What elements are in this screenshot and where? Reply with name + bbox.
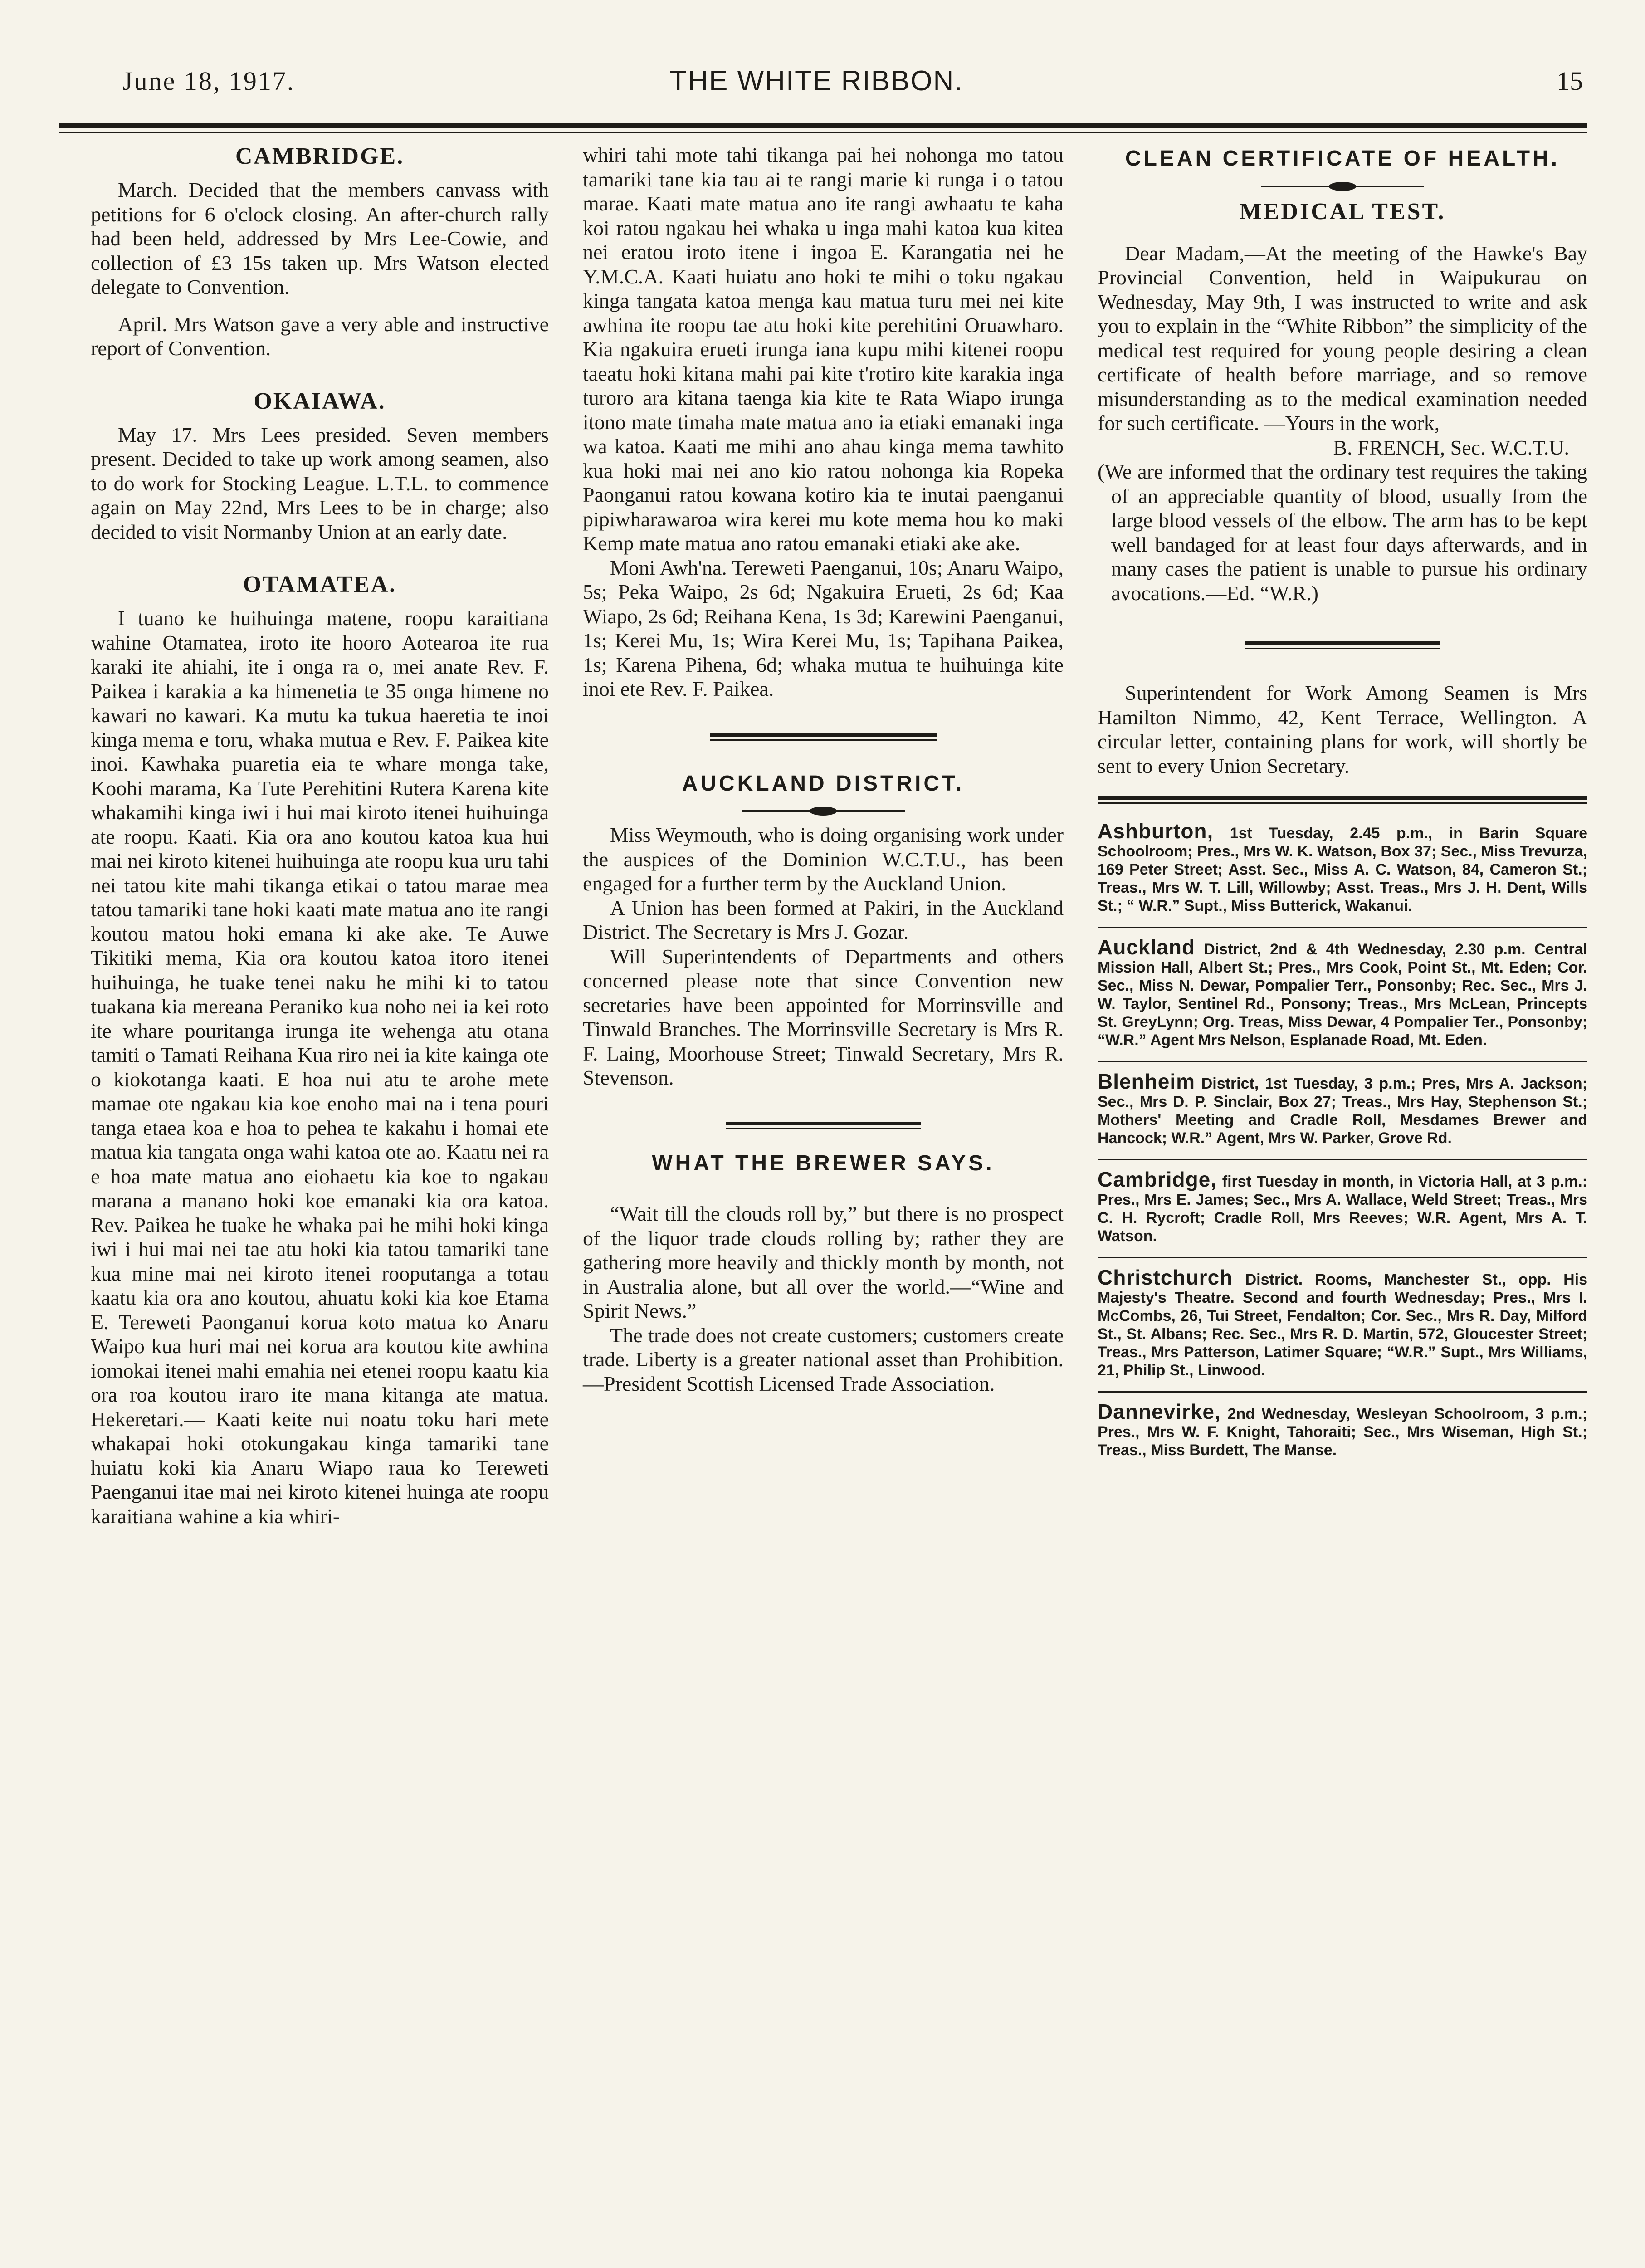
page-number: 15 [1557, 66, 1583, 96]
directory-entry-text: first Tuesday in month, in Victoria Hall, at 3 p.m.: Pres., Mrs E. James; Sec., Mrs A. Wallace, Weld Street; Treas., Mrs C. H. Rycroft; Cradle Roll, Mrs Reeves; W.R. Agent, Mrs A. T. Watson. [1098, 1173, 1587, 1245]
okaiawa-title: OKAIAWA. [254, 388, 386, 414]
directory-entry [1098, 935, 1588, 1049]
page-header [50, 66, 1583, 107]
brewer-title: WHAT THE BREWER SAYS. [652, 1151, 995, 1175]
directory-entry-text: 1st Tuesday, 2.45 p.m., in Barin Square Schoolroom; Pres., Mrs W. K. Watson, Box 37; Sec., Miss Trevurza, 169 Peter Street; Asst. Sec., Miss A. C. Watson, 84, Cameron St.; Treas., Mrs W. T. Lill, Willowby; Asst. Treas., Mrs J. H. Dent, Wills St.; “ W.R.” Supt., Miss Butterick, Wakanui. [1098, 825, 1588, 915]
cambridge-para: March. Decided that the members canvass with petitions for 6 o'clock closing. An after-church rally had been held, addressed by Mrs Lee-Cowie, and collection of £3 15s taken up. Mrs Watson elected delegate to Convention. [91, 178, 549, 298]
directory-entry [1098, 1072, 1587, 1147]
ornament-rule [742, 810, 905, 812]
okaiawa-para: May 17. Mrs Lees presided. Seven members present. Decided to take up work among seamen, also to do work for Stocking League. L.T.L. to commence again on May 22nd, Mrs Lees to be in charge; also decided to visit Normanby Union at an early date. [91, 423, 549, 543]
directory-divider [1098, 1257, 1587, 1258]
header-rule-thin [59, 132, 1587, 133]
medical-test-title: MEDICAL TEST. [1239, 198, 1446, 225]
seamen-notice: Superintendent for Work Among Seamen is Mrs Hamilton Nimmo, 42, Kent Terrace, Wellington. A circular letter, containing plans for work, will shortly be sent to every Union Secretary. [1098, 681, 1587, 777]
directory-entry-name: Blenheim [1098, 1070, 1196, 1094]
editor-note: (We are informed that the ordinary test requires the taking of an appreciable quantity of blood, usually from the large blood vessels of the elbow. The arm has to be kept well bandaged for at least four days afterwards, and in many cases the patient is unable to pursue his ordinary avocations.—Ed. “W.R.) [1098, 460, 1587, 605]
column-3 [1098, 143, 1587, 1459]
cambridge-para: April. Mrs Watson gave a very able and instructive report of Convention. [91, 312, 549, 360]
publication-title: THE WHITE RIBBON. [669, 65, 963, 97]
directory-entry-name: Auckland [1098, 935, 1196, 959]
directory-rule [1098, 796, 1587, 804]
otamatea-title: OTAMATEA. [243, 572, 397, 597]
brewer-para: The trade does not create customers; customers create trade. Liberty is a greater national asset than Prohibition.—President Scottish Licensed Trade Association. [583, 1323, 1064, 1395]
otamatea-para: I tuano ke huihuinga matene, roopu karaitiana wahine Otamatea, iroto ite hooro Aotearoa ite rua karaki ite ahiahi, ite i onga ra o, mei anate Rev. F. Paikea i karakia a ka himenetia te 35 onga himene no kawari no kawari. Ka mutu ka tukua haeretia te inoi kinga mema e toru, whaka mutua e Rev. F. Paikea kite inoi. Kawhaka puaretia eia te whare monga take, Koohi marama, Ka Tute Perehitini Rutera Karena kite whakamihi kinga iwi i hui mai kiroto itenei huihuinga ate roopu. Kaati. Kia ora ano koutou katoa kua hui mai nei kiroto kitenei huihuinga ate roopu kua uru tahi nei tatou kite mahi tikanga etikai o tatou marae mea tatou tamariki tane hoki kaati mate matua ano ite rangi koutou matou hoki emana ki ake ake. Te Auwe Tikitiki mema, Kia ora koutou katoa itoro itenei huihuinga, he tuake tenei naku he mihi ki to tatou tuakana kia mereana Peraniko kua noho nei ia kei roto ite whare pouritanga irunga ite wehenga atu otana tamiti o Tamati Reihana Kua riro nei ia kite kainga ote o kiokotanga kaati. E hoa nui atu te arohe mete mamae ote ngakau kia koe enoho mai na i tena pouri tanga etaea koa e hoa to pehea te kakahu i homai ete matua kia tangata onga wahi katoa ote ao. Kaatu nei ra e hoa mate matua ano eiohaetu kia koe to ngakau marana a manano hoki koe emanaki kia ora katoa. Rev. Paikea he tuake he whaka pai he mihi hoki kinga iwi i hui mai nei tae atu hoki kia tatou tamariki tane kua mine mai nei kiroto itenei rooputanga a totau kaatu kia ora ano koutou, ahuatu koki kia koe Etama E. Tereweti Paonganui korua koto matua ko Anaru Waipo kua huri mai nei korua ara koutou kite awhina iomokai itenei mahi emahia nei etenei roopu kaatu kia ora roa koutou iraro ite mana kitanga ate matua. Hekeretari.— Kaati keite nui noatu toku hari mete whakapai hoki otokungakau kinga tamariki tane huiatu koki kia Anaru Wiapo raua ko Tereweti Paenganui itae mai nei kiroto kitenei huinga ate roopu karaitiana wahine a kia whiri- [91, 606, 549, 1528]
letter-signature: B. FRENCH, Sec. W.C.T.U. [1333, 435, 1569, 459]
clean-certificate-title: CLEAN CERTIFICATE OF HEALTH. [1125, 147, 1560, 171]
directory-entry-text: District, 1st Tuesday, 3 p.m.; Pres, Mrs A. Jackson; Sec., Mrs D. P. Sinclair, Box 27; Treas., Mrs Hay, Stephenson St.; Mothers' Meeting and Cradle Roll, Mesdames Brewer and Hancock; W.R.” Agent, Mrs W. Parker, Grove Rd. [1098, 1075, 1587, 1147]
directory-entry [1098, 1400, 1587, 1459]
issue-date: June 18, 1917. [122, 66, 295, 96]
directory-entry-text: District. Rooms, Manchester St., opp. His Majesty's Theatre. Second and fourth Wednesday; Pres., Mrs I. McCombs, 26, Tui Street, Fendalton; Cor. Sec., Mrs R. Day, Milford St., St. Albans; Rec. Sec., Mrs R. D. Martin, 572, Gloucester Street; Treas., Mrs Patterson, Latimer Square; “W.R.” Supt., Mrs Williams, 21, Philip St., Linwood. [1098, 1271, 1587, 1379]
auckland-para: Miss Weymouth, who is doing organising work under the auspices of the Dominion W.C.T.U., has been engaged for a further term by the Auckland Union. [583, 823, 1064, 895]
brewer-para: “Wait till the clouds roll by,” but there is no prospect of the liquor trade clouds rolling by; rather they are gathering more heavily and thickly month by month, not in Australia alone, but all over the world.—“Wine and Spirit News.” [583, 1202, 1064, 1323]
letter-body: Dear Madam,—At the meeting of the Hawke's Bay Provincial Convention, held in Waipukurau on Wednesday, May 9th, I was instructed to write and ask you to explain in the “White Ribbon” the simplicity of the medical test required for young people desiring a clean certificate of health before marriage, and so remove misunderstanding as to the medical examination needed for such certificate. —Yours in the work, [1098, 241, 1587, 435]
column-1 [91, 143, 549, 1528]
moni-list: Moni Awh'na. Tereweti Paenganui, 10s; Anaru Waipo, 5s; Peka Waipo, 2s 6d; Ngakuira Erueti, 2s 6d; Kaa Wiapo, 2s 6d; Reihana Kena, 1s 3d; Karewini Paenganui, 1s; Kerei Mu, 1s; Wira Kerei Mu, 1s; Tapihana Paikea, 1s; Karena Pihena, 6d; whaka mutua te huihuinga kite inoi ete Rev. F. Paikea. [583, 556, 1064, 700]
section-divider [710, 733, 937, 741]
directory-entry-name: Cambridge, [1098, 1168, 1217, 1192]
section-divider [726, 1122, 921, 1129]
directory-entry-name: Ashburton, [1098, 819, 1214, 843]
directory-divider [1098, 1159, 1587, 1160]
directory-entry [1098, 1268, 1587, 1379]
directory-entry [1098, 819, 1588, 915]
auckland-para: A Union has been formed at Pakiri, in the Auckland District. The Secretary is Mrs J. Gozar. [583, 896, 1064, 944]
directory-divider [1098, 1391, 1587, 1393]
directory-entry-text: 2nd Wednesday, Wesleyan Schoolroom, 3 p.m.; Pres., Mrs W. F. Knight, Tahoraiti; Sec., Mrs Wiseman, High St.; Treas., Miss Burdett, The Manse. [1098, 1405, 1587, 1459]
column-2 [583, 143, 1064, 1396]
auckland-para: Will Superintendents of Departments and others concerned please note that since Convention new secretaries have been appointed for Morrinsville and Tinwald Branches. The Morrinsville Secretary is Mrs R. F. Laing, Moorhouse Street; Tinwald Secretary, Mrs R. Stevenson. [583, 944, 1064, 1090]
header-rule [59, 123, 1587, 128]
directory-entry-text: District, 2nd & 4th Wednesday, 2.30 p.m. Central Mission Hall, Albert St.; Pres., Mrs Cook, Point St., Mt. Eden; Cor. Sec., Miss N. Dewar, Pompalier Terr., Ponsonby; Rec. Sec., Mrs J. W. Taylor, Sentinel Rd., Ponsony; Treas., Mrs McLean, Princepts St. GreyLynn; Org. Treas, Miss Dewar, 4 Pompalier Ter., Ponsonby; “W.R.” Agent Mrs Nelson, Esplanade Road, Mt. Eden. [1098, 941, 1588, 1049]
section-divider [1245, 641, 1440, 649]
directory-entry-name: Dannevirke, [1098, 1400, 1221, 1424]
ornament-rule [1261, 186, 1424, 187]
cambridge-title: CAMBRIDGE. [235, 143, 405, 169]
otamatea-continued: whiri tahi mote tahi tikanga pai hei nohonga mo tatou tamariki tane kia tau ai te rangi marie ki runga i o tatou marae. Kaati mate matua ano ite rangi awhaatu te kaha koi ratou ngakau hei whaka u inga mahi katoa kua kitea nei eratou iroto itene i ingoa E. Karangatia nei he Y.M.C.A. Kaati huiatu ano hoki te mihi o toku ngakau kinga tangata katoa menga kau matua turu mei nei kite awhina ite roopu tae atu hoki kite perehitini Oruawharo. Kia ngakuira erueti irunga iana kupu mihi kitenei roopu taeatu hoki kitana mahi pai kite t'rotiro kite karakia inga turoro ara kitana taenga kia kite te Rata Wiapo irunga itono mate timaha mate matua ano ia etiaki emanaki inga wa katoa. Kaati me mihi ano ahau kinga mema tawhito kua hoki mai nei ano kio ratou nohonga kia Ropeka Paonganui ratou kowana kotiro kia te inutai paenganui pipiwharawaroa wira kerei mu kote mema hou ko maki Kemp mate matua ano ratou emanaki etiaki ake ake. [583, 143, 1064, 555]
directory-divider [1098, 927, 1587, 928]
directory-divider [1098, 1061, 1587, 1062]
directory-entry-name: Christchurch [1098, 1266, 1233, 1290]
directory-entry [1098, 1170, 1587, 1245]
auckland-title: AUCKLAND DISTRICT. [682, 771, 965, 796]
union-directory [1098, 819, 1588, 1459]
